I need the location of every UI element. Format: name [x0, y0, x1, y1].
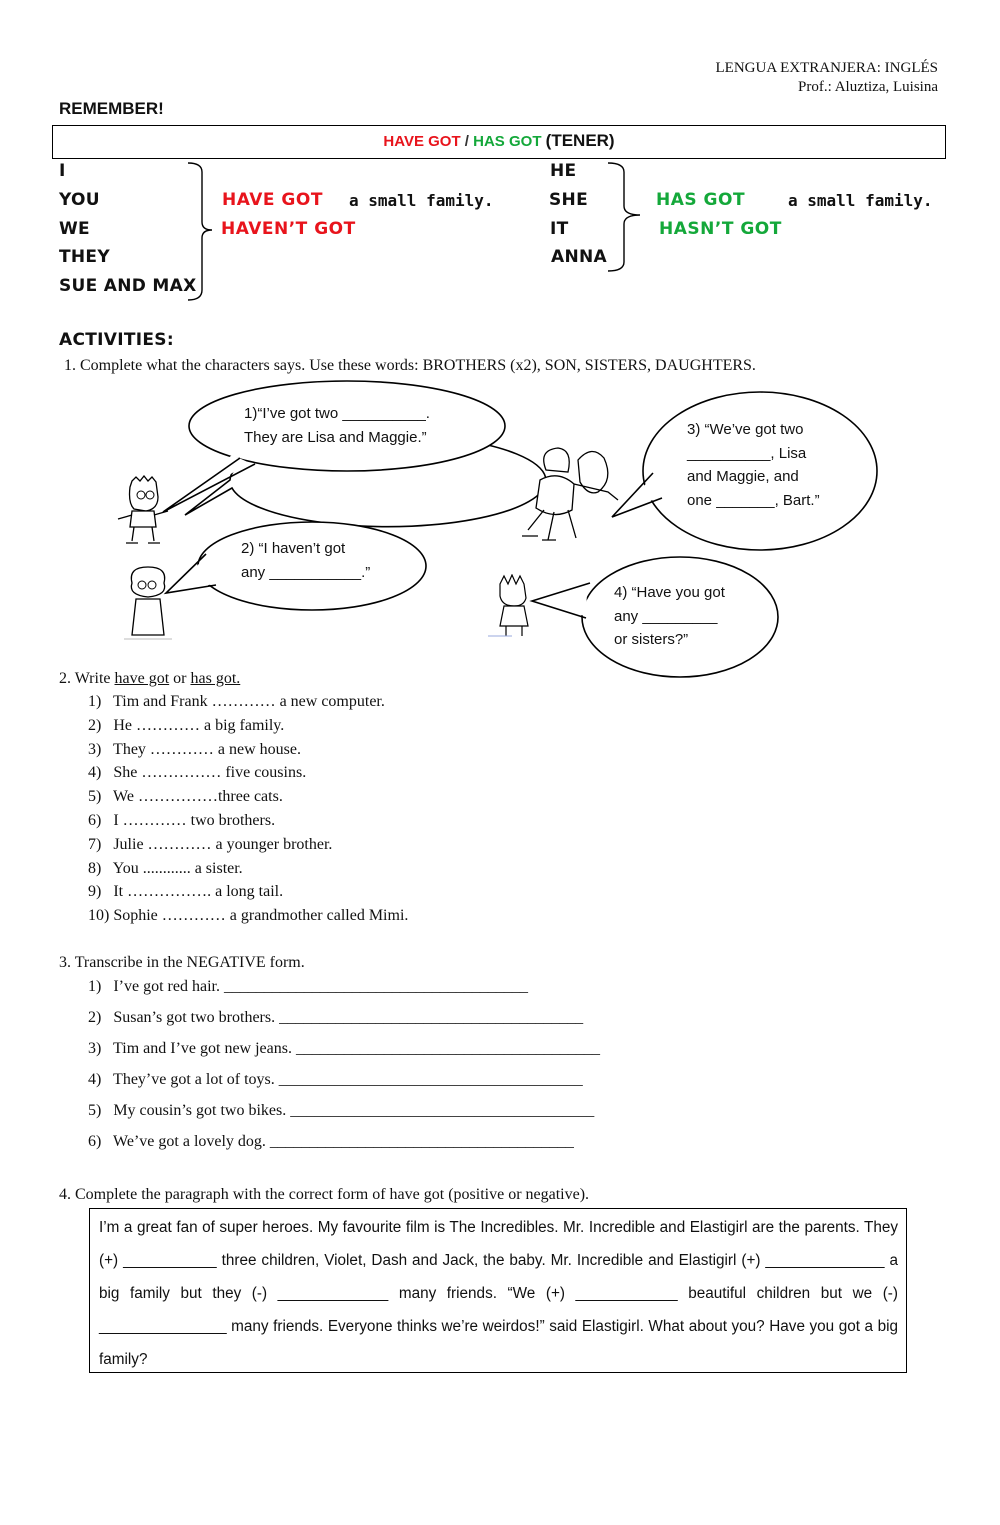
left-pronoun-we: WE	[59, 219, 90, 239]
activity-2-list	[88, 690, 408, 928]
lisa-drawing	[488, 574, 548, 640]
list-item: 1) Tim and Frank ………… a new computer.	[88, 693, 385, 710]
teacher-name: Prof.: Aluztiza, Luisina	[798, 79, 938, 95]
left-pronoun-i: I	[59, 161, 66, 181]
bubble-2-line-1: 2) “I haven’t got	[241, 540, 346, 557]
bubble-1-line-2: They are Lisa and Maggie.”	[244, 428, 427, 446]
right-small-family: a small family.	[788, 191, 933, 210]
list-item: 7) Julie ………… a younger brother.	[88, 835, 333, 853]
activity-4-paragraph: I’m a great fan of super heroes. My favourite film is The Incredibles. Mr. Incredible and Elastigirl are the parents. They (+) ___________ three children, Violet, Dash and Jack, the baby. Mr. Incredible and Elastigirl (+) ______________ a big family but they (-) _____________ many friends. “We (+) ____________ beautiful children but we (-) _______________ many friends. Everyone thinks we’re weirdos!” said Elastigirl. What about you? Have you got a big family?	[89, 1208, 907, 1373]
left-pronoun-you: YOU	[59, 190, 100, 210]
header-info	[716, 59, 939, 97]
bubble-3-text	[687, 418, 820, 512]
list-item: 3) They ………… a new house.	[88, 740, 301, 758]
bubble-4-line-2: any _________	[614, 607, 718, 625]
bubble-4-text	[614, 581, 725, 652]
left-small-family: a small family.	[349, 191, 494, 210]
list-item: 5) My cousin’s got two bikes. ______________________________________	[88, 1102, 595, 1119]
list-item: 5) We ……………three cats.	[88, 788, 283, 806]
bubble-3-line-4: one _______, Bart.”	[687, 491, 820, 509]
bubble-3-line-3: and Maggie, and	[687, 468, 799, 485]
list-item: 3) Tim and I’ve got new jeans. ______________________________________	[88, 1040, 600, 1057]
have-got-title: HAVE GOT	[383, 133, 461, 150]
has-got-title: HAS GOT	[473, 133, 542, 150]
bubble-2-text	[241, 537, 370, 584]
list-item: 6) We’ve got a lovely dog. ______________________________________	[88, 1133, 574, 1150]
tener-label: (TENER)	[545, 131, 615, 150]
slash: /	[464, 133, 469, 150]
right-pronoun-he: HE	[550, 161, 577, 181]
activity-1-instruction: 1. Complete what the characters says. Use these words: BROTHERS (x2), SON, SISTERS, DAUGHTERS.	[64, 357, 756, 374]
list-item: 4) They’ve got a lot of toys. ______________________________________	[88, 1071, 583, 1088]
remember-heading: REMEMBER!	[59, 99, 164, 118]
left-have-got: HAVE GOT	[222, 190, 323, 210]
right-pronoun-it: IT	[550, 219, 569, 239]
bubble-3-line-1: 3) “We’ve got two	[687, 421, 804, 438]
bubble-1-line-1: 1)“I’ve got two __________.	[244, 405, 430, 422]
bubble-2-line-2: any ___________.”	[241, 563, 371, 581]
list-item: 4) She …………… five cousins.	[88, 764, 307, 782]
subject-title: LENGUA EXTRANJERA: INGLÉS	[715, 60, 938, 76]
list-item: 2) He ………… a big family.	[88, 716, 285, 734]
left-brace	[186, 160, 216, 305]
marge-head-drawing	[118, 565, 178, 645]
activity-2-prefix: 2. Write	[59, 670, 111, 687]
grammar-title	[53, 131, 945, 151]
activity-4-instruction: 4. Complete the paragraph with the correct form of have got (positive or negative).	[59, 1186, 590, 1203]
activity-2-or: or	[173, 670, 187, 687]
right-brace	[606, 160, 646, 276]
bubble-4-line-3: or sisters?”	[614, 631, 689, 648]
bubble-1-text	[244, 402, 430, 449]
list-item: 6) I ………… two brothers.	[88, 811, 276, 829]
activity-3-instruction: 3. Transcribe in the NEGATIVE form.	[59, 954, 305, 971]
list-item: 10) Sophie ………… a grandmother called Mimi.	[88, 907, 409, 925]
activities-heading: ACTIVITIES:	[59, 330, 174, 350]
right-hasnt-got: HASN’T GOT	[659, 219, 782, 239]
bubble-3-line-2: __________, Lisa	[687, 444, 807, 462]
homer-marge-drawing	[518, 440, 638, 545]
right-pronoun-she: SHE	[549, 190, 588, 210]
right-has-got: HAS GOT	[656, 190, 746, 210]
bubble-4-line-1: 4) “Have you got	[614, 584, 725, 601]
left-havent-got: HAVEN’T GOT	[221, 219, 356, 239]
bart-drawing	[112, 475, 182, 547]
list-item: 9) It ……………. a long tail.	[88, 883, 284, 901]
list-item: 1) I’ve got red hair. ______________________________________	[88, 978, 528, 995]
left-pronoun-sue-and-max: SUE AND MAX	[59, 276, 197, 296]
grammar-title-box	[52, 125, 946, 159]
left-pronoun-they: THEY	[59, 247, 110, 267]
activity-2-have-got: have got	[114, 670, 170, 687]
right-pronoun-anna: ANNA	[551, 247, 607, 267]
list-item: 8) You ............ a sister.	[88, 859, 243, 877]
list-item: 2) Susan’s got two brothers. ______________________________________	[88, 1009, 584, 1026]
activity-2-instruction	[59, 670, 240, 688]
activity-2-has-got: has got.	[190, 670, 241, 687]
activity-3-list	[88, 975, 600, 1161]
